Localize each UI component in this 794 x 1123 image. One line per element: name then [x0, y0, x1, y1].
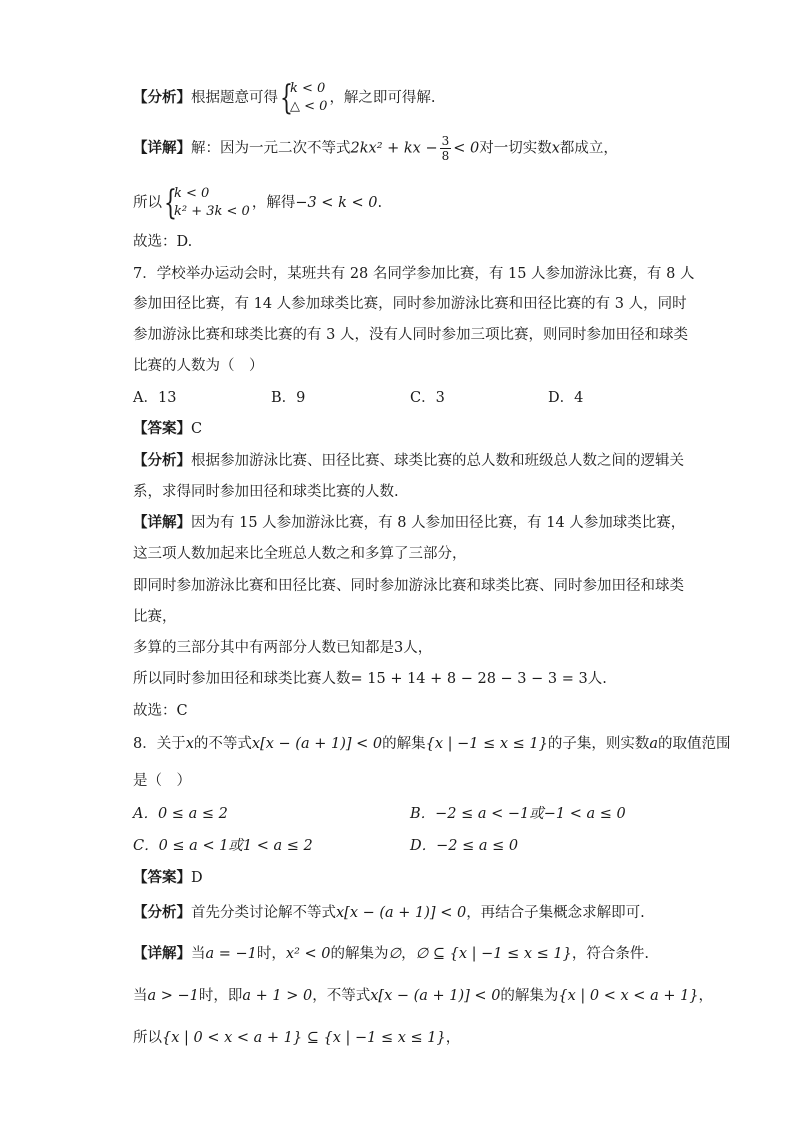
detail-label: 【详解】 [133, 139, 191, 157]
q8-answer: 【答案】D [133, 869, 203, 886]
q6-analysis-line: 【分析】根据题意可得 { k < 0 △ < 0 ，解之即可得解. [133, 78, 436, 118]
q8-option-a: A．0 ≤ a ≤ 2 [133, 806, 228, 822]
q7-detail-line-4: 比赛， [133, 609, 177, 625]
q7-detail-line-3: 即同时参加游泳比赛和田径比赛、同时参加游泳比赛和球类比赛、同时参加田径和球类 [133, 578, 684, 594]
q8-stem-line-2: 是（ ） [133, 773, 191, 789]
q8-option-b: B．−2 ≤ a < −1或−1 < a ≤ 0 [410, 806, 626, 822]
q8-option-d: D．−2 ≤ a ≤ 0 [410, 838, 519, 854]
equation-system: { k < 0 k² + 3k < 0 [164, 183, 250, 223]
q7-stem-line-3: 参加游泳比赛和球类比赛的有 3 人，没有人同时参加三项比赛，则同时参加田径和球类 [133, 327, 688, 343]
q7-stem-line-1: 7．学校举办运动会时，某班共有 28 名同学参加比赛，有 15 人参加游泳比赛，有 8 人 [133, 266, 695, 282]
equation-system: { k < 0 △ < 0 [280, 78, 328, 118]
q7-option-c: C．3 [410, 390, 445, 406]
q8-stem-line-1: 8．关于x的不等式x[x − (a + 1)] < 0的解集{x | −1 ≤ x ≤ 1}的子集，则实数a的取值范围 [133, 736, 731, 752]
q7-option-d: D．4 [548, 390, 584, 406]
q7-detail-line-2: 这三项人数加起来比全班总人数之和多算了三部分， [133, 546, 467, 562]
q8-detail-line-3: 所以{x | 0 < x < a + 1} ⊆ {x | −1 ≤ x ≤ 1}， [133, 1030, 461, 1046]
q7-option-a: A．13 [133, 390, 177, 406]
q7-stem-line-4: 比赛的人数为（ ） [133, 358, 264, 374]
q8-analysis: 【分析】首先分类讨论解不等式x[x − (a + 1)] < 0，再结合子集概念求解即可. [133, 904, 645, 921]
q7-stem-line-2: 参加田径比赛，有 14 人参加球类比赛，同时参加游泳比赛和田径比赛的有 3 人，同时 [133, 296, 687, 312]
q7-answer: 【答案】C [133, 420, 203, 437]
q7-detail-line-6: 所以同时参加田径和球类比赛人数= 15 + 14 + 8 − 28 − 3 − 3 = 3人. [133, 671, 607, 687]
q7-choose: 故选：C [133, 703, 188, 719]
q8-detail-line-1: 【详解】当a = −1时，x² < 0的解集为∅，∅ ⊆ {x | −1 ≤ x ≤ 1}，符合条件. [133, 945, 649, 962]
fraction: $\frac{3}{8}$ [441, 134, 450, 163]
q8-option-c: C．0 ≤ a < 1或1 < a ≤ 2 [133, 838, 313, 854]
q6-detail-line: 【详解】解：因为一元二次不等式2kx² + kx − $\frac{3}{8}$ < 0对一切实数x都成立， [133, 134, 618, 163]
q7-analysis-line-2: 系，求得同时参加田径和球类比赛的人数. [133, 484, 399, 500]
analysis-label: 【分析】 [133, 89, 191, 106]
q7-option-b: B．9 [271, 390, 306, 406]
q6-so-line: 所以 { k < 0 k² + 3k < 0 ，解得−3 < k < 0. [133, 183, 383, 223]
q8-detail-line-2: 当a > −1时，即a + 1 > 0，不等式x[x − (a + 1)] < 0的解集为{x | 0 < x < a + 1}， [133, 988, 714, 1004]
q7-detail-line-5: 多算的三部分其中有两部分人数已知都是3人， [133, 640, 433, 656]
q6-choose: 故选：D. [133, 234, 193, 250]
q7-analysis-line-1: 【分析】根据参加游泳比赛、田径比赛、球类比赛的总人数和班级总人数之间的逻辑关 [133, 452, 684, 469]
q7-detail-line-1: 【详解】因为有 15 人参加游泳比赛，有 8 人参加田径比赛，有 14 人参加球类比赛， [133, 514, 686, 531]
